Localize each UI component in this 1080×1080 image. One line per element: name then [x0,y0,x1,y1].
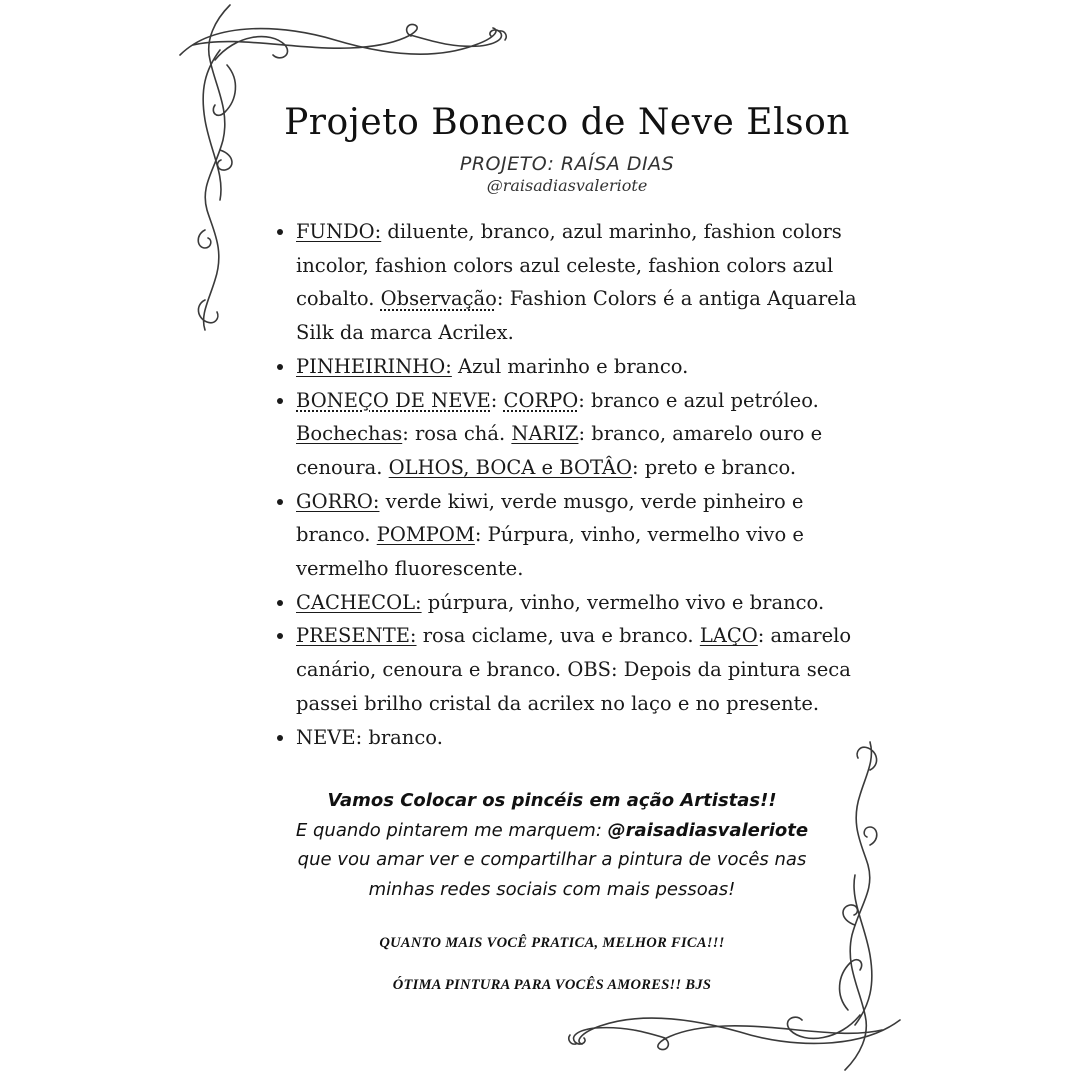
closing-line: que vou amar ver e compartilhar a pintura de vocês nas [297,849,807,870]
note-label: Observação [380,287,497,311]
closing-message [262,786,842,904]
closing-handle: @raisadiasvaleriote [607,819,809,841]
list-item: • PINHEIRINHO: Azul marinho e branco. [296,350,876,384]
page-title: Projeto Boneco de Neve Elson [284,102,850,143]
list-item: • FUNDO: diluente, branco, azul marinho, fashion colors incolor, fashion colors azul celeste, fashion colors azul cobalto. Observação: Fashion Colors é a antiga Aquarela Silk da marca Acrilex. [296,215,876,350]
closing-line: minhas redes sociais com mais pessoas! [368,878,736,900]
item-text-neve: NEVE: branco. [296,725,443,749]
sub-label-corpo: CORPO [503,388,579,412]
item-label-gorro: GORRO: [296,489,380,513]
materials-list [274,215,876,754]
closing-line: E quando pintarem me marquem: @raisadiasvaleriote [295,819,809,841]
footer-farewell-line: ÓTIMA PINTURA PARA VOCÊS AMORES!! BJS [392,977,712,993]
sub-label-pompom: POMPOM [376,523,475,547]
list-item: • CACHECOL: púrpura, vinho, vermelho vivo e branco. [296,586,876,620]
item-label-fundo: FUNDO: [296,220,382,243]
sub-label-nariz: NARIZ [511,422,579,446]
footer-practice-line: QUANTO MAIS VOCÊ PRATICA, MELHOR FICA!!! [379,935,725,951]
list-item [296,721,876,755]
sub-label-laco: LAÇO [699,624,758,648]
item-label-cachecol: CACHECOL: [296,590,422,614]
closing-headline: Vamos Colocar os pincéis em ação Artistas!! [327,790,777,811]
author-handle: @raisadiasvaleriote [486,176,648,195]
list-item: • GORRO: verde kiwi, verde musgo, verde pinheiro e branco. POMPOM: Púrpura, vinho, vermelho vivo e vermelho fluorescente. [296,485,876,586]
item-label-pinheirinho: PINHEIRINHO: [296,354,452,378]
item-label-boneco: BONEÇO DE NEVE [296,388,491,412]
list-item: • BONEÇO DE NEVE: CORPO: branco e azul petróleo. Bochechas: rosa chá. NARIZ: branco, amarelo ouro e cenoura. OLHOS, BOCA e BOTÂO: preto e branco. [296,384,876,485]
sub-label-bochechas: Bochechas [296,422,403,446]
item-label-presente: PRESENTE: [296,624,417,648]
sub-label-olhos: OLHOS, BOCA e BOTÂO [388,455,632,479]
list-item: • PRESENTE: rosa ciclame, uva e branco. LAÇO: amarelo canário, cenoura e branco. OBS: Depois da pintura seca passei brilho cristal da acrilex no laço e no presente. [296,619,876,720]
project-author: PROJETO: RAÍSA DIAS [459,153,675,175]
